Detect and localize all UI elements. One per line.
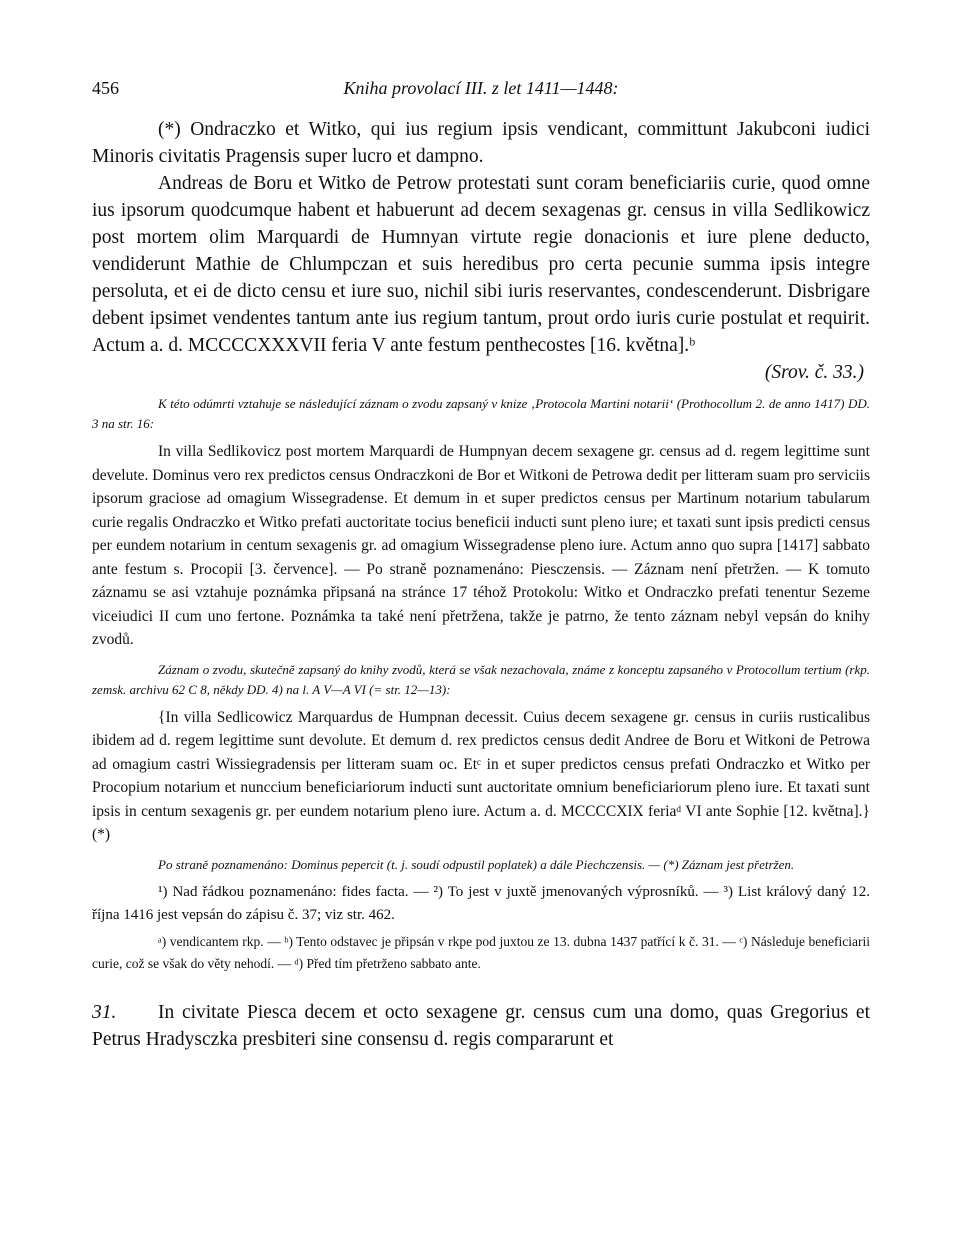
lettered-footnotes [92, 931, 870, 975]
quoted-record-text: In villa Sedlikovicz post mortem Marquardi de Humpnyan decem sexagene gr. census ad d. regem legittime sunt develute. Dominus vero rex predictos census Ondraczkoni de Bor et Witkoni de Petrowa dedit per litteram suam pro serviciis ipsorum graciose ad omagium Wissegradense. Et demum in et super predictos census per Martinum notarium tabularum curie regalis Ondraczko et Witko prefati auctoritate tocius beneficii inducti sunt pleno iure; et taxati sunt ipsis predicti census per eundem notarium in centum sexagenis gr. ad omagium Wissegradense pleno iure. Actum anno quo supra [1417] sabbato ante festum s. Procopii [3. července]. — Po straně poznamenáno: Piesczensis. — Záznam není přetržen. — K tomuto záznamu se asi vztahuje poznámka připsaná na stránce 17 téhož Protokolu: Witko et Ondraczko prefati tenentur Sezeme viceiudici II cum uno fertone. Poznámka ta také není přetržena, takže je patrno, že tento záznam nebyl vepsán do knihy zvodů. [92, 443, 870, 648]
entry-number: 31. [92, 1001, 117, 1023]
cross-reference: (Srov. č. 33.) [764, 362, 864, 383]
editorial-intro-2 [92, 660, 870, 700]
page-number: 456 [92, 78, 119, 98]
running-title: Kniha provolací III. z let 1411—1448: [343, 78, 619, 98]
draft-record-text: {In villa Sedlicowicz Marquardus de Humpnan decessit. Cuius decem sexagene gr. census in curiis rusticalibus ibidem ad d. regem legittime sunt devolute. Et demum d. rex predictos census dedit Andree de Boru et Witkoni de Petrowa ad omagium castri Wissiegradensis per litteram suam oc. Etᶜ in et super predictos census prefati Ondraczko et Witko per Procopium notarium et nunccium beneficiariorum inducti sunt auctoritate omnium beneficiariorum pleno iure. Et taxati sunt ipsis in centum sexagenis gr. per eundem notarium pleno iure. Actum a. d. MCCCCXIX feriaᵈ VI ante Sophie [12. května].} (*) [92, 708, 870, 843]
numbered-footnotes-text: ¹) Nad řádkou poznamenáno: fides facta. — ²) To jest v juxtě jmenovaných výprosníků. — ³) List králový daný 12. října 1416 jest vepsán do zápisu č. 37; viz str. 462. [92, 883, 870, 923]
document-page [92, 70, 870, 1053]
side-note [92, 855, 870, 875]
main-paragraph: Andreas de Boru et Witko de Petrow protestati sunt coram beneficiariis curie, quod omne ius ipsorum quodcumque habent et habuerunt ad decem sexagenas gr. census in villa Sedlikowicz post mortem olim Marquardi de Humnyan virtute regie donacionis et iure plene deducto, vendiderunt Mathie de Chlumpczan et suis heredibus pro certa pecunie summa ipsis integre persoluta, et ei de dicto censu et iure suo, nichil sibi iuris reservantes, condescenderunt. Disbrigare debent ipsimet vendentes tantum ante ius regium tantum, prout ordo iuris curie postulat et requirit. Actum a. d. MCCCCXXXVII feria V ante festum penthecostes [16. května].ᵇ [92, 173, 870, 356]
numbered-footnotes [92, 881, 870, 927]
intro-text: K této odúmrti vztahuje se následující záznam o zvodu zapsaný v knize ‚Protocola Martini notarii‘ (Prothocollum 2. de anno 1417) DD. 3 na str. 16: [92, 396, 870, 431]
lettered-footnotes-text: ᵃ) vendicantem rkp. — ᵇ) Tento odstavec je připsán v rkpe pod juxtou ze 13. dubna 1437 patřící k č. 31. — ᶜ) Následuje beneficiarii curie, což se však do věty nehodí. — ᵈ) Před tím přetrženo sabbato ante. [92, 933, 870, 971]
side-note-text: Po straně poznamenáno: Dominus pepercit (t. j. soudí odpustil poplatek) a dále Piechczensis. — (*) Záznam jest přetržen. [158, 856, 795, 872]
main-text [92, 116, 870, 386]
editorial-intro [92, 394, 870, 434]
running-header [92, 70, 870, 104]
entry-31 [92, 999, 870, 1053]
quoted-record [92, 440, 870, 652]
draft-record [92, 706, 870, 847]
main-paragraph: (*) Ondraczko et Witko, qui ius regium ipsis vendicant, committunt Jakubconi iudici Minoris civitatis Pragensis super lucro et dampno. [92, 119, 870, 167]
intro-text-2: Záznam o zvodu, skutečně zapsaný do knihy zvodů, která se však nezachovala, známe z konceptu zapsaného v Protocollum tertium (rkp. zemsk. archivu 62 C 8, někdy DD. 4) na l. A V—A VI (= str. 12—13): [92, 661, 870, 697]
entry-text: In civitate Piesca decem et octo sexagene gr. census cum una domo, quas Gregorius et Petrus Hradysczka presbiteri sine consensu d. regis compararunt et [92, 1001, 870, 1050]
